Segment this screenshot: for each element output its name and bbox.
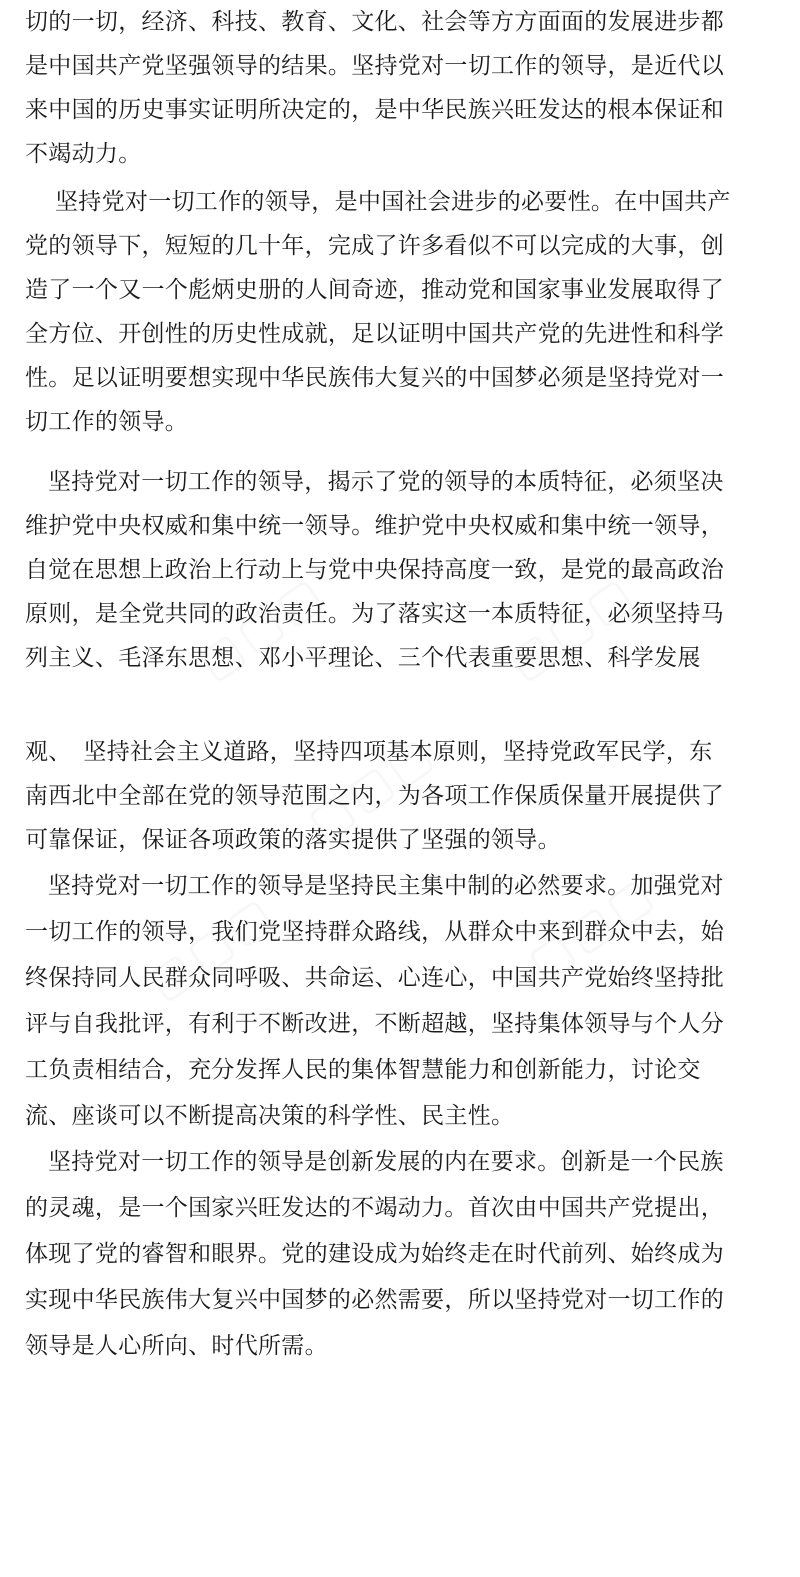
text-line: 维护党中央权威和集中统一领导。维护党中央权威和集中统一领导， bbox=[25, 513, 724, 539]
text-line: 造了一个又一个彪炳史册的人间奇迹，推动党和国家事业发展取得了 bbox=[25, 277, 724, 303]
text-line: 切的一切，经济、科技、教育、文化、社会等方方面面的发展进步都 bbox=[25, 9, 724, 35]
paragraph-start-line: 坚持党对一切工作的领导是坚持民主集中制的必然要求。加强党对 bbox=[48, 873, 724, 899]
text-line: 原则，是全党共同的政治责任。为了落实这一本质特征，必须坚持马 bbox=[25, 601, 724, 627]
paragraph-start-line: 坚持党对一切工作的领导，是中国社会进步的必要性。在中国共产 bbox=[55, 189, 731, 215]
text-line: 一切工作的领导，我们党坚持群众路线，从群众中来到群众中去，始 bbox=[25, 919, 724, 945]
text-line: 全方位、开创性的历史性成就，足以证明中国共产党的先进性和科学 bbox=[25, 321, 724, 347]
text-line: 体现了党的睿智和眼界。党的建设成为始终走在时代前列、始终成为 bbox=[25, 1241, 724, 1267]
text-line: 终保持同人民群众同呼吸、共命运、心连心，中国共产党始终坚持批 bbox=[25, 965, 724, 991]
text-line: 实现中华民族伟大复兴中国梦的必然需要，所以坚持党对一切工作的 bbox=[25, 1287, 724, 1313]
text-line: 领导是人心所向、时代所需。 bbox=[25, 1333, 328, 1359]
text-line: 不竭动力。 bbox=[25, 141, 142, 167]
text-line: 党的领导下，短短的几十年，完成了许多看似不可以完成的大事，创 bbox=[25, 233, 724, 259]
text-line: 自觉在思想上政治上行动上与党中央保持高度一致，是党的最高政治 bbox=[25, 557, 724, 583]
watermark: ▢▢▢ bbox=[497, 564, 646, 690]
text-line: 的灵魂，是一个国家兴旺发达的不竭动力。首次由中国共产党提出， bbox=[25, 1195, 724, 1221]
watermark: ▢▢▢ bbox=[137, 884, 286, 1010]
paragraph-start-line: 坚持党对一切工作的领导是创新发展的内在要求。创新是一个民族 bbox=[48, 1149, 724, 1175]
text-line: 评与自我批评，有利于不断改进，不断超越，坚持集体领导与个人分 bbox=[25, 1011, 724, 1037]
text-line: 是中国共产党坚强领导的结果。坚持党对一切工作的领导，是近代以 bbox=[25, 53, 724, 79]
text-line: 南西北中全部在党的领导范围之内，为各项工作保质保量开展提供了 bbox=[25, 783, 724, 809]
text-line: 流、座谈可以不断提高决策的科学性、民主性。 bbox=[25, 1103, 515, 1129]
watermark: ▢▢▢ bbox=[297, 724, 446, 850]
text-line: 工负责相结合，充分发挥人民的集体智慧能力和创新能力，讨论交 bbox=[25, 1057, 701, 1083]
text-line: 可靠保证，保证各项政策的落实提供了坚强的领导。 bbox=[25, 827, 561, 853]
text-line: 列主义、毛泽东思想、邓小平理论、三个代表重要思想、科学发展 bbox=[25, 645, 701, 671]
text-line: 来中国的历史事实证明所决定的，是中华民族兴旺发达的根本保证和 bbox=[25, 97, 724, 123]
watermark: ▢▢▢ bbox=[187, 564, 336, 690]
watermark: ▢▢▢ bbox=[517, 864, 666, 990]
text-line: 性。足以证明要想实现中华民族伟大复兴的中国梦必须是坚持党对一 bbox=[25, 365, 724, 391]
text-line: 切工作的领导。 bbox=[25, 409, 189, 435]
paragraph-start-line: 坚持党对一切工作的领导，揭示了党的领导的本质特征，必须坚决 bbox=[48, 469, 724, 495]
text-line: 观、 坚持社会主义道路，坚持四项基本原则，坚持党政军民学，东 bbox=[25, 739, 713, 765]
